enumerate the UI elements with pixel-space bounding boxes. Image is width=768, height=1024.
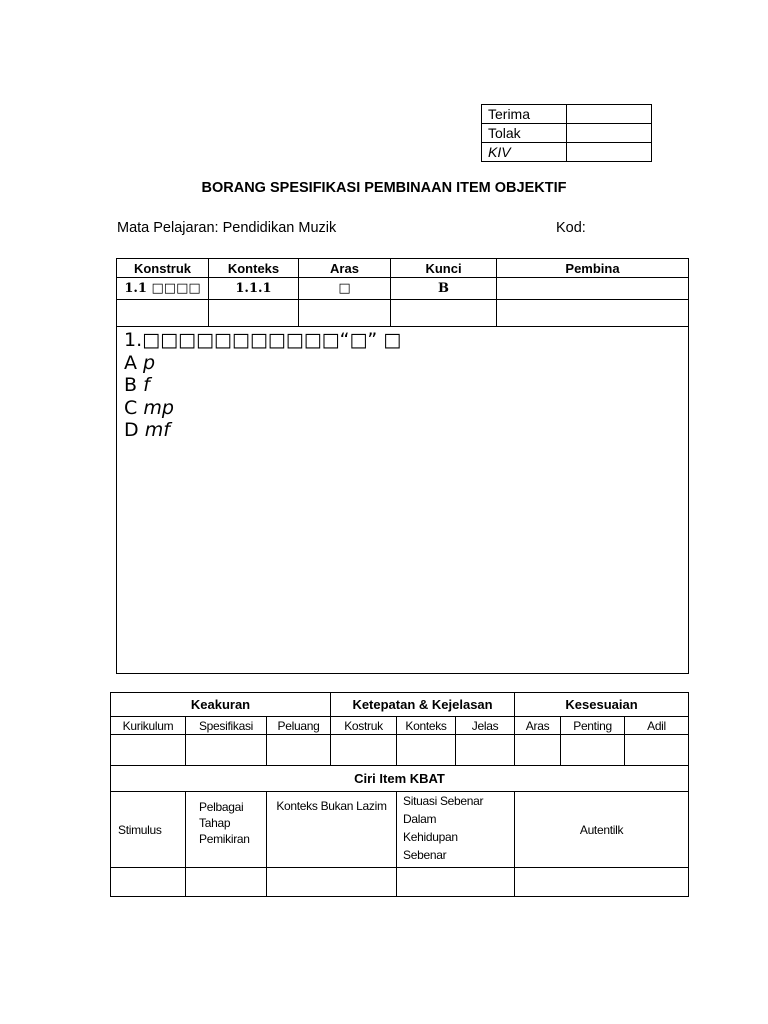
header-konstruk: Konstruk [117, 259, 209, 278]
empty-cell [299, 300, 391, 327]
kbat-title-row [111, 766, 689, 792]
criteria-adil: Adil [625, 717, 689, 735]
status-row-tolak [482, 124, 652, 143]
criteria-penting: Penting [561, 717, 625, 735]
score-cell[interactable] [186, 735, 267, 766]
option-text: f [143, 374, 150, 396]
status-label-terima: Terima [482, 105, 567, 124]
value-konstruk: 1.1 □□□□ [117, 278, 209, 300]
criteria-konteks: Konteks [397, 717, 456, 735]
kbat-pelbagai-line: Pemikiran [199, 832, 250, 846]
status-row-kiv [482, 143, 652, 162]
option-letter: A [124, 351, 137, 374]
criteria-aras: Aras [515, 717, 561, 735]
status-label-tolak: Tolak [482, 124, 567, 143]
category-row [111, 693, 689, 717]
item-table [116, 258, 689, 674]
kbat-situasi [397, 792, 515, 868]
kbat-feature-row [111, 792, 689, 868]
kbat-konteks: Konteks Bukan Lazim [267, 792, 397, 868]
score-cell[interactable] [561, 735, 625, 766]
kbat-autentik: Autentilk [515, 792, 689, 868]
criteria-kostruk: Kostruk [331, 717, 397, 735]
criteria-spesifikasi: Spesifikasi [186, 717, 267, 735]
option-text: mp [143, 396, 174, 419]
option-letter: C [124, 396, 138, 419]
kbat-score-cell[interactable] [186, 868, 267, 897]
header-kunci: Kunci [391, 259, 497, 278]
option-text: p [143, 351, 156, 374]
option-d [124, 419, 681, 442]
criteria-kurikulum: Kurikulum [111, 717, 186, 735]
score-cell[interactable] [456, 735, 515, 766]
kbat-score-cell[interactable] [515, 868, 689, 897]
empty-cell [391, 300, 497, 327]
status-check-tolak[interactable] [567, 124, 652, 143]
category-kesesuaian: Kesesuaian [515, 693, 689, 717]
kbat-stimulus: Stimulus [111, 792, 186, 868]
kbat-pelbagai [186, 792, 267, 868]
status-row-terima [482, 105, 652, 124]
status-check-kiv[interactable] [567, 143, 652, 162]
score-row [111, 735, 689, 766]
score-cell[interactable] [331, 735, 397, 766]
score-cell[interactable] [111, 735, 186, 766]
question-box [117, 327, 689, 674]
option-letter: B [124, 374, 138, 396]
code-label: Kod: [556, 220, 586, 236]
score-cell[interactable] [397, 735, 456, 766]
kbat-situasi-line: Sebenar [403, 848, 447, 862]
header-aras: Aras [299, 259, 391, 278]
subcriteria-row [111, 717, 689, 735]
category-ketepatan: Ketepatan & Kejelasan [331, 693, 515, 717]
score-cell[interactable] [267, 735, 331, 766]
empty-cell [209, 300, 299, 327]
score-cell[interactable] [515, 735, 561, 766]
status-label-kiv: KIV [482, 143, 567, 162]
kbat-pelbagai-line: Pelbagai [199, 800, 244, 814]
form-title: BORANG SPESIFIKASI PEMBINAAN ITEM OBJEKTIF [201, 180, 567, 196]
kbat-score-cell[interactable] [267, 868, 397, 897]
header-pembina: Pembina [497, 259, 689, 278]
empty-cell [117, 300, 209, 327]
criteria-jelas: Jelas [456, 717, 515, 735]
option-c [124, 397, 681, 420]
value-konteks: 1.1.1 [209, 278, 299, 300]
score-cell[interactable] [625, 735, 689, 766]
option-text: mf [144, 419, 170, 441]
kbat-situasi-line: Kehidupan [403, 830, 458, 844]
option-letter: D [124, 419, 139, 441]
item-empty-row [117, 300, 689, 327]
item-header-row [117, 259, 689, 278]
value-pembina [497, 278, 689, 300]
value-aras: □ [299, 278, 391, 300]
status-check-terima[interactable] [567, 105, 652, 124]
question-row [117, 327, 689, 674]
empty-cell [497, 300, 689, 327]
evaluation-table [110, 692, 689, 897]
option-b [124, 374, 681, 397]
question-stem: 1.□□□□□□□□□□□“□” □ [124, 329, 402, 351]
option-a [124, 352, 681, 375]
item-value-row [117, 278, 689, 300]
kbat-score-row [111, 868, 689, 897]
header-konteks: Konteks [209, 259, 299, 278]
category-keakuran: Keakuran [111, 693, 331, 717]
kbat-situasi-line: Situasi Sebenar [403, 794, 484, 808]
value-kunci: B [391, 278, 497, 300]
kbat-score-cell[interactable] [397, 868, 515, 897]
subject-label: Mata Pelajaran: Pendidikan Muzik [117, 220, 337, 236]
kbat-score-cell[interactable] [111, 868, 186, 897]
kbat-pelbagai-line: Tahap [199, 816, 231, 830]
status-box [481, 104, 652, 162]
kbat-title: Ciri Item KBAT [111, 766, 689, 792]
criteria-peluang: Peluang [267, 717, 331, 735]
kbat-situasi-line: Dalam [403, 812, 437, 826]
